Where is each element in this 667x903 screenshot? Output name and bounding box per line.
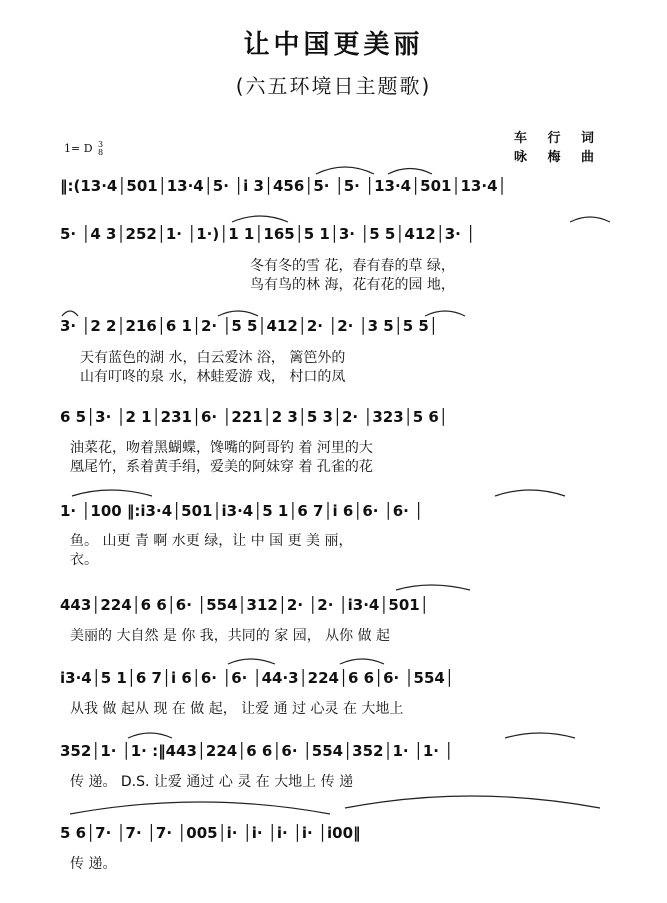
- time-bottom: 8: [98, 148, 104, 157]
- slur: [570, 217, 610, 222]
- lyricist-credit: 车 行 词: [514, 131, 603, 146]
- slur: [218, 311, 258, 316]
- music-line: 443│224│6 6│6· │554│312│2· │2· │i3·4│501│: [60, 596, 429, 614]
- lyric-line: 天有蓝色的湖 水，白云爱沐 浴， 篱笆外的: [80, 350, 346, 366]
- slur: [388, 169, 432, 175]
- lyric-line: 美丽的 大自然 是 你 我，共同的 家 园， 从你 做 起: [70, 628, 391, 644]
- slur: [62, 311, 78, 316]
- music-line: 352│1· │1· :‖443│224│6 6│6· │554│352│1· │1· │: [60, 742, 454, 760]
- song-title: 让中国更美丽: [243, 30, 424, 60]
- slur: [128, 733, 172, 738]
- slur: [345, 796, 600, 808]
- lyric-line: 冬有冬的雪 花，春有春的草 绿，: [250, 258, 455, 274]
- composer-credit: 咏 梅 曲: [514, 150, 603, 165]
- music-line: i3·4│5 1│6 7│i 6│6· │6· │44·3│224│6 6│6· │554│: [60, 669, 454, 687]
- lyric-line: 从我 做 起从 现 在 做 起， 让爱 通 过 心灵 在 大地上: [70, 701, 404, 717]
- time-signature: [98, 141, 103, 157]
- slur: [495, 490, 565, 496]
- slur: [232, 216, 288, 222]
- music-line: 3· │2 2│216│6 1│2· │5 5│412│2· │2· │3 5│5 5│: [60, 317, 438, 335]
- slur: [340, 659, 384, 664]
- lyric-line: 衣。: [70, 552, 98, 568]
- slur: [396, 585, 470, 590]
- slur: [70, 802, 330, 814]
- slur: [228, 659, 275, 664]
- slur: [425, 311, 465, 316]
- music-line: 5· │4 3│252│1· │1·)│1 1│165│5 1│3· │5 5│412│3· │: [60, 225, 476, 243]
- lyric-line: 油菜花，吻着黑蝴蝶，馋嘴的阿哥钓 着 河里的大: [70, 440, 373, 456]
- music-line: 1· │100 ‖:i3·4│501│i3·4│5 1│6 7│i 6│6· │6· │: [60, 502, 424, 520]
- music-line: 5 6│7· │7· │7· │005│i· │i· │i· │i· │i00‖: [60, 824, 361, 842]
- slur: [72, 490, 152, 496]
- lyric-line: 鸟有鸟的林 海，花有花的园 地，: [250, 277, 455, 293]
- music-line: 6 5│3· │2 1│231│6· │221│2 3│5 3│2· │323│5 6│: [60, 408, 448, 426]
- slur: [316, 167, 374, 174]
- lyric-line: 山有叮咚的泉 水，林蛙爱游 戏， 村口的凤: [80, 369, 346, 385]
- music-line: ‖:(13·4│501│13·4│5· │i 3│456│5· │5· │13·4│501│13·4│: [60, 177, 507, 195]
- lyric-line: 凰尾竹，系着黄手绢，爱美的阿妹穿 着 孔雀的花: [70, 459, 373, 475]
- time-top: 3: [98, 140, 104, 149]
- key-signature: [64, 141, 103, 157]
- slur: [505, 733, 575, 738]
- key-label: 1= D: [64, 142, 93, 155]
- lyric-line: 传 递。: [70, 856, 117, 872]
- lyric-line: 鱼。 山更 青 啊 水更 绿，让 中 国 更 美 丽，: [70, 533, 353, 549]
- lyric-line: 传 递。 D.S. 让爱 通过 心 灵 在 大地上 传 递: [70, 774, 354, 790]
- song-subtitle: (六五环境日主题歌): [235, 74, 432, 98]
